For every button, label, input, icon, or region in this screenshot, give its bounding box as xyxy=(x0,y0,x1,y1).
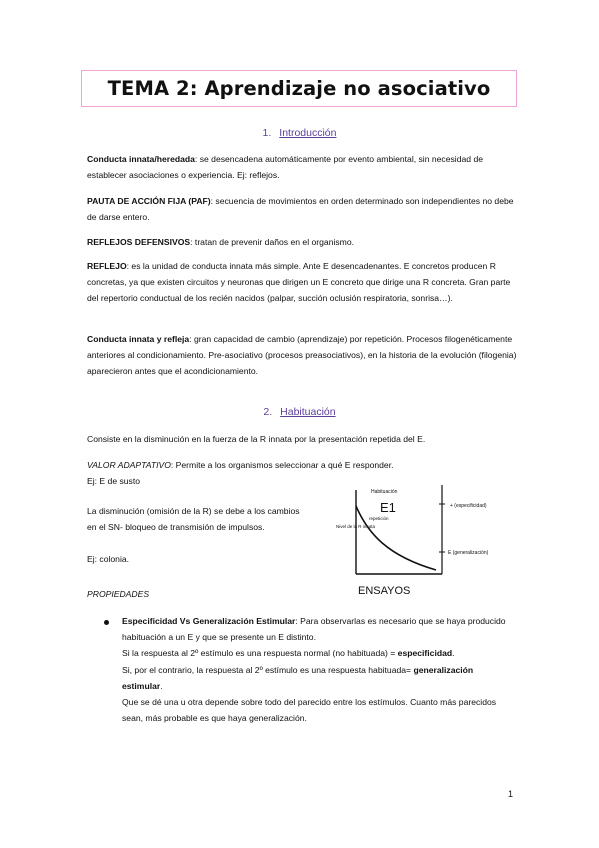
bullet-icon xyxy=(104,620,109,625)
term: Conducta innata/heredada xyxy=(87,154,195,164)
sub-label: repetición xyxy=(369,516,389,521)
paragraph-conducta-refleja xyxy=(87,331,517,380)
curve-label: E1 xyxy=(380,500,396,515)
example-colonia: Ej: colonia. xyxy=(87,554,130,564)
text: Si la respuesta al 2º estímulo es una respuesta normal (no habituada) = xyxy=(122,648,398,659)
section-heading-habituacion xyxy=(0,406,599,418)
text: : gran capacidad de cambio (aprendizaje) por repetición. Procesos filogenéticamente anteriores al condicionamiento. Pre-asociativo (procesos preasociativos), en la historia de la evolución (filogenia) aparecieron antes que el acondicionamiento. xyxy=(87,334,517,377)
term: Especificidad Vs Generalización Estimular xyxy=(122,616,296,626)
paragraph-omision: La disminución (omisión de la R) se debe a los cambios en el SN- bloqueo de transmisión de impulsos. xyxy=(87,506,300,533)
text: : Permite a los organismos seleccionar a qué E responder. xyxy=(170,460,394,470)
paragraph-paf xyxy=(87,193,517,225)
section-number: 1. xyxy=(262,127,272,139)
example-susto: Ej: E de susto xyxy=(87,476,141,486)
text: Que se dé una u otra depende sobre todo del parecido entre los estímulos. Cuanto más parecidos sean, más probable es que haya generalización. xyxy=(122,697,497,724)
label: PROPIEDADES xyxy=(87,589,150,599)
section-label[interactable]: Introducción xyxy=(279,127,337,139)
right-top-label: + (especificidad) xyxy=(450,503,487,509)
text: : secuencia de movimientos en orden determinado son independientes no debe de darse entero. xyxy=(87,196,514,223)
text: : se desencadena automáticamente por evento ambiental, sin necesidad de establecer asociaciones o experiencia. Ej: reflejos. xyxy=(87,154,484,181)
y-axis-label: Nivel de la R innata xyxy=(336,524,376,529)
term: especificidad xyxy=(397,648,453,659)
text: : tratan de prevenir daños en el organismo. xyxy=(190,237,355,247)
term: Conducta innata y refleja xyxy=(87,334,190,344)
x-axis-label: ENSAYOS xyxy=(358,585,411,597)
habituation-graph-svg xyxy=(336,482,506,597)
text: : Para observarlas es necesario que se haya producido habituación a un E y que se presente un E distinto. xyxy=(122,616,506,643)
section-label[interactable]: Habituación xyxy=(280,406,336,418)
bullet-especificidad: Especificidad Vs Generalización Estimular: Para observarlas es necesario que se haya producido habituación a un E y que se presente un E distinto. Si la respuesta al 2º estímulo es una respuesta normal (no habituada) = especificidad. Si, por el contrario, la respuesta al 2º estímulo es una respuesta habituada= generalización estimular. Que se dé una u otra depende sobre todo del parecido entre los estímulos. Cuanto más parecidos sean, más probable es que haya generalización. xyxy=(122,616,506,724)
title-box xyxy=(81,70,517,107)
term: REFLEJO xyxy=(87,261,127,271)
section-number: 2. xyxy=(263,406,273,418)
paragraph-definicion: Consiste en la disminución en la fuerza de la R innata por la presentación repetida del E. xyxy=(87,434,426,444)
habituation-curve xyxy=(356,506,436,570)
section-heading-introduccion xyxy=(0,127,599,139)
term: REFLEJOS DEFENSIVOS xyxy=(87,237,191,247)
paragraph-reflejo xyxy=(87,258,517,307)
page-title: TEMA 2: Aprendizaje no asociativo xyxy=(107,77,491,100)
right-bottom-label: E (generalización) xyxy=(448,550,489,556)
term: VALOR ADAPTATIVO xyxy=(87,460,171,470)
text: : es la unidad de conducta innata más simple. Ante E desencadenantes. E concretos producen R concretas, ya que existen circuitos y neuronas que dirigen un E concreto que dirige una R concreta. Gran parte del repertorio conductual de los recién nacidos (palpar, succión oclusión respiratoria, sonrisa…). xyxy=(87,261,511,304)
paragraph-reflejos-defensivos xyxy=(87,234,517,250)
term: generalización estimular xyxy=(122,664,474,691)
paragraph-conducta-innata xyxy=(87,151,517,183)
page-number: 1 xyxy=(508,789,514,799)
term: PAUTA DE ACCIÓN FIJA (PAF) xyxy=(87,196,211,206)
paragraph-valor-adaptativo xyxy=(87,457,517,473)
text: Si, por el contrario, la respuesta al 2º estímulo es una respuesta habituada= xyxy=(122,664,414,675)
habituation-graph xyxy=(336,482,506,597)
top-label: Habituación xyxy=(371,489,398,495)
